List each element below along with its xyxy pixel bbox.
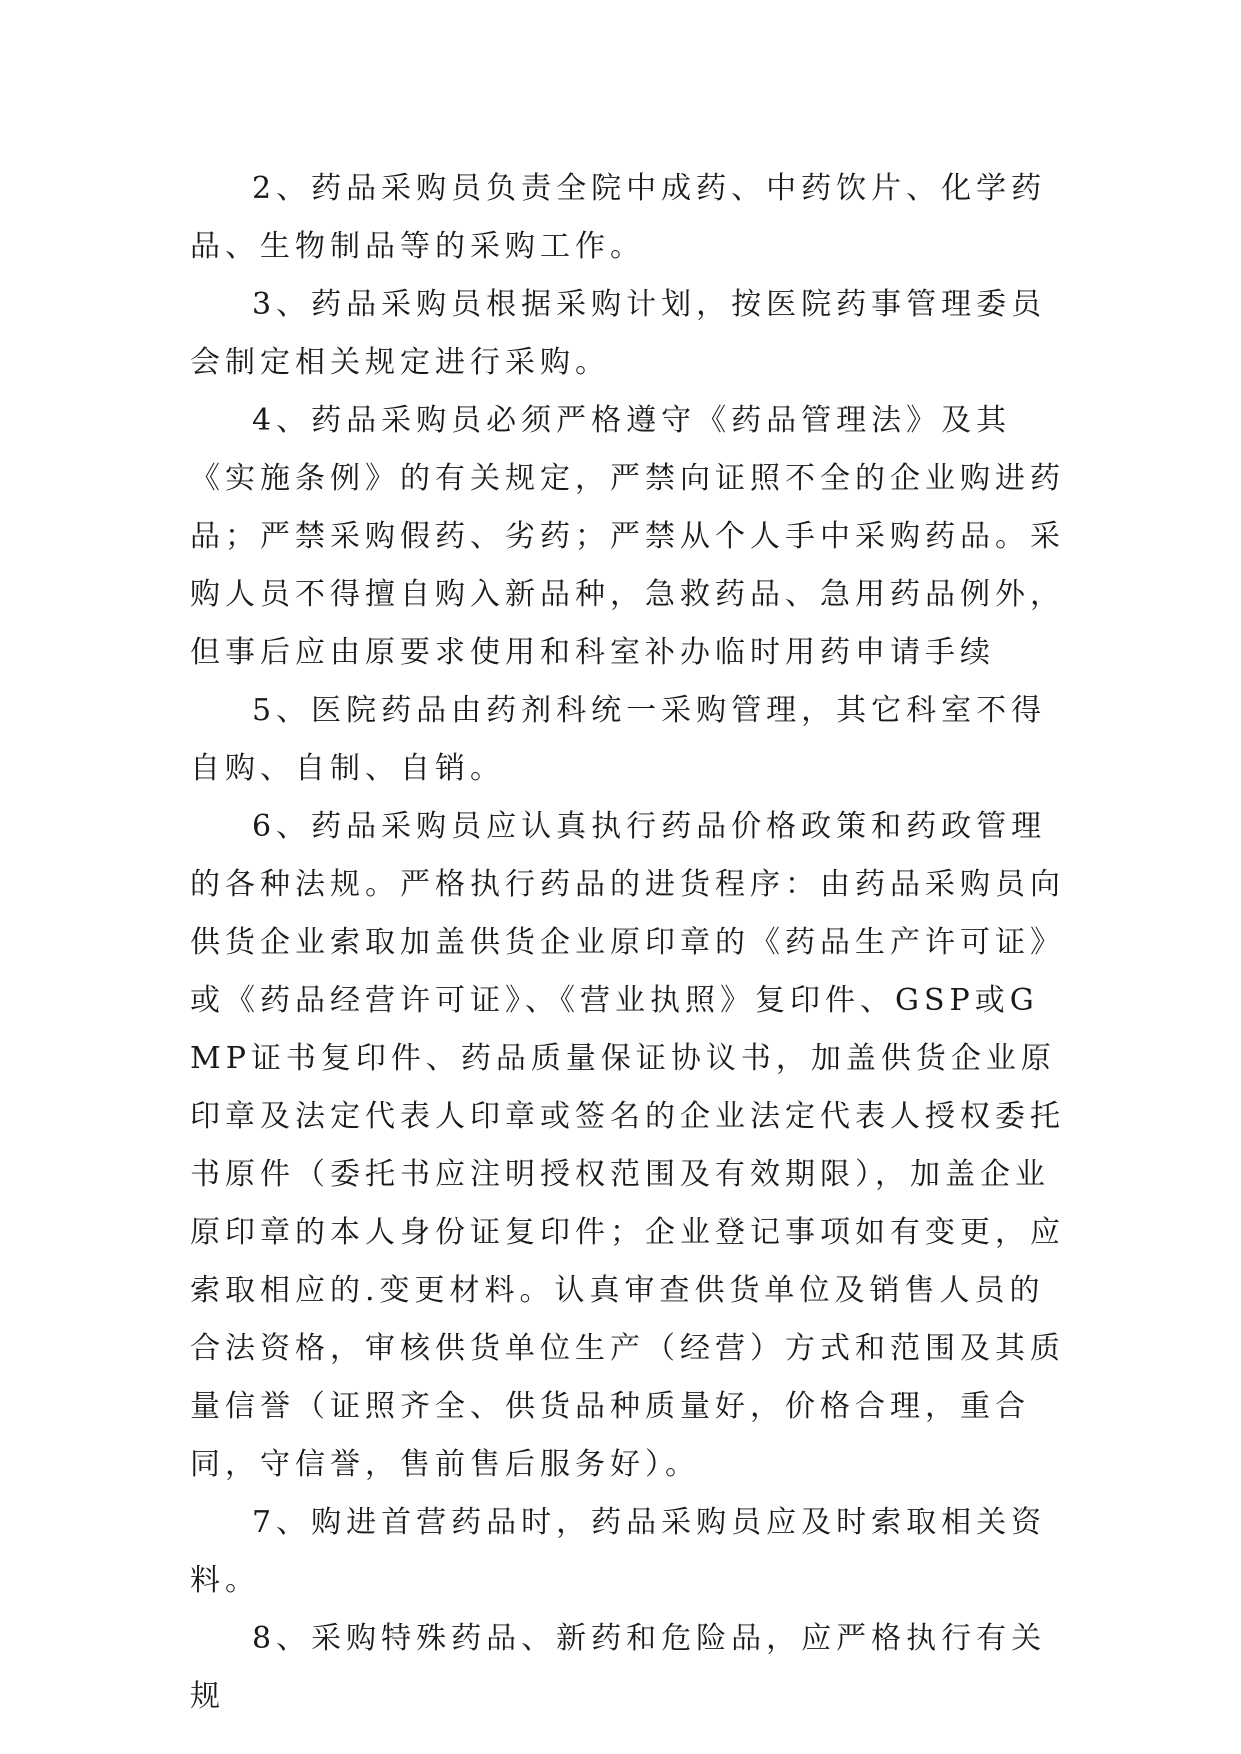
paragraph-item-3: 3、药品采购员根据采购计划，按医院药事管理委员会制定相关规定进行采购。: [190, 287, 1047, 380]
paragraph-item-7: 7、购进首营药品时，药品采购员应及时索取相关资料。: [190, 1505, 1047, 1598]
paragraph-item-4: 4、药品采购员必须严格遵守《药品管理法》及其《实施条例》的有关规定，严禁向证照不全的企业购进药品；严禁采购假药、劣药；严禁从个人手中采购药品。采购人员不得擅自购入新品种，急救药品、急用药品例外，但事后应由原要求使用和科室补办临时用药申请手续: [190, 403, 1065, 670]
paragraph-item-2: 2、药品采购员负责全院中成药、中药饮片、化学药品、生物制品等的采购工作。: [190, 171, 1047, 264]
document-body: [190, 160, 1070, 1726]
paragraph-item-5: 5、医院药品由药剂科统一采购管理，其它科室不得自购、自制、自销。: [190, 693, 1047, 786]
paragraph-item-8: 8、采购特殊药品、新药和危险品，应严格执行有关规: [190, 1621, 1047, 1714]
paragraph-item-6: 6、药品采购员应认真执行药品价格政策和药政管理的各种法规。严格执行药品的进货程序：由药品采购员向供货企业索取加盖供货企业原印章的《药品生产许可证》或《药品经营许可证》、《营业执照》复印件、GSP或GMP证书复印件、药品质量保证协议书，加盖供货企业原印章及法定代表人印章或签名的企业法定代表人授权委托书原件（委托书应注明授权范围及有效期限），加盖企业原印章的本人身份证复印件；企业登记事项如有变更，应索取相应的.变更材料。认真审查供货单位及销售人员的合法资格，审核供货单位生产（经营）方式和范围及其质量信誉（证照齐全、供货品种质量好，价格合理，重合同，守信誉，售前售后服务好）。: [190, 809, 1065, 1482]
